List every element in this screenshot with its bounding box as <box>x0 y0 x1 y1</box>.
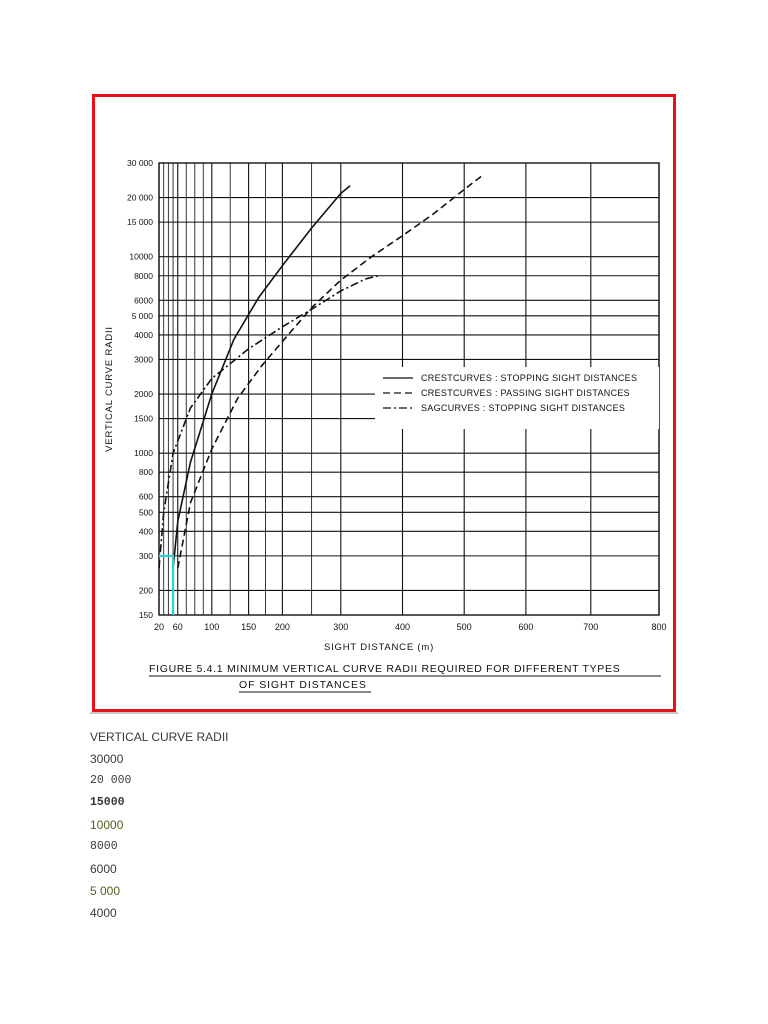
chart-svg <box>95 97 673 709</box>
x-tick-label: 20 <box>153 622 165 632</box>
y-tick-label: 5 000 <box>131 310 153 321</box>
chart-frame <box>92 94 676 712</box>
y-tick-label: 400 <box>138 526 153 537</box>
list-item: 4000 <box>90 906 117 920</box>
x-tick-label: 100 <box>204 622 220 632</box>
x-tick-label: 500 <box>456 622 472 632</box>
y-tick-label: 10000 <box>129 251 153 262</box>
y-tick-label: 3000 <box>134 354 153 365</box>
y-tick-label: 6000 <box>134 295 153 306</box>
list-item: 10000 <box>90 818 124 832</box>
x-tick-label: 60 <box>172 622 183 632</box>
x-tick-label: 600 <box>518 622 534 632</box>
x-tick-label: 800 <box>651 622 667 632</box>
x-axis-label: SIGHT DISTANCE (m) <box>323 642 435 653</box>
y-tick-label: 20 000 <box>127 192 153 203</box>
y-tick-label: 300 <box>138 550 153 561</box>
y-axis-label: VERTICAL CURVE RADII <box>104 326 115 452</box>
y-tick-label: 500 <box>138 507 153 518</box>
legend-label: CRESTCURVES : PASSING SIGHT DISTANCES <box>421 388 630 398</box>
y-tick-label: 30 000 <box>127 158 153 168</box>
text-heading: VERTICAL CURVE RADII <box>90 730 229 744</box>
y-tick-label: 15 000 <box>127 217 153 228</box>
y-tick-label: 1500 <box>134 413 153 424</box>
list-item: 8000 <box>90 840 118 853</box>
y-tick-label: 200 <box>138 585 153 596</box>
annotation-reading-line <box>159 556 173 615</box>
x-tick-label: 400 <box>394 622 411 632</box>
list-item: 30000 <box>90 752 124 766</box>
x-tick-label: 300 <box>333 622 349 632</box>
series-line <box>159 276 378 568</box>
x-tick-label: 200 <box>274 622 290 632</box>
figure-title: FIGURE 5.4.1 MINIMUM VERTICAL CURVE RADII REQUIRED FOR DIFFERENT TYPES <box>149 663 621 675</box>
y-tick-label: 2000 <box>134 389 153 400</box>
y-tick-label: 600 <box>138 491 153 502</box>
y-tick-label: 4000 <box>134 329 153 340</box>
legend-label: CRESTCURVES : STOPPING SIGHT DISTANCES <box>421 373 638 383</box>
list-item: 15000 <box>90 796 125 809</box>
x-tick-label: 700 <box>583 622 599 632</box>
x-tick-label: 150 <box>241 622 257 632</box>
list-item: 20 000 <box>90 774 132 787</box>
legend-label: SAGCURVES : STOPPING SIGHT DISTANCES <box>421 403 626 413</box>
y-tick-label: 150 <box>138 610 153 620</box>
series-line <box>173 186 350 568</box>
figure-title-line2: OF SIGHT DISTANCES <box>239 679 367 691</box>
y-tick-label: 1000 <box>134 448 153 459</box>
text-list <box>90 728 690 926</box>
y-tick-label: 8000 <box>134 270 153 281</box>
list-item: 5 000 <box>90 884 121 898</box>
y-tick-label: 800 <box>138 467 153 478</box>
divider <box>90 712 678 714</box>
list-item: 6000 <box>90 862 117 876</box>
